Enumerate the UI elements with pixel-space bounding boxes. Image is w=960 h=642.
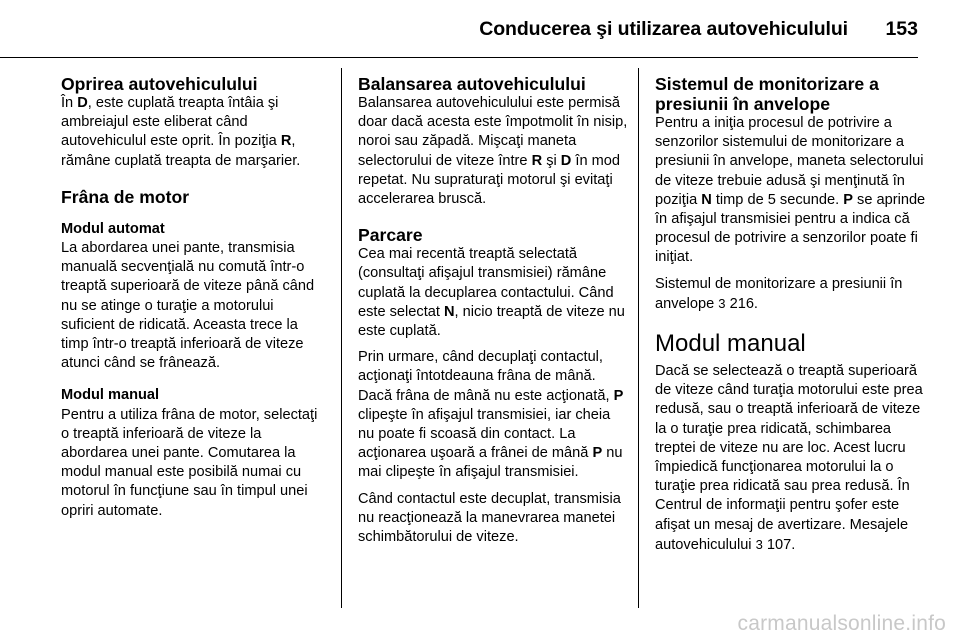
subheading-modul-automat: Modul automat	[61, 220, 165, 237]
header-rule	[0, 57, 918, 58]
reference-arrow-icon: 3	[755, 536, 763, 552]
header-title: Conducerea şi utilizarea autovehiculului	[479, 18, 848, 40]
column-1	[61, 74, 329, 521]
subheading-modul-manual: Modul manual	[61, 387, 160, 404]
column-2	[358, 74, 628, 547]
paragraph-parcare-2: Prin urmare, când decuplaţi contactul, acţionaţi întotdeauna frâna de mână. Dacă frâna de mână nu este acţionată, P clipeşte în afişajul transmisiei, iar cheia nu poate fi scoasă din contact. La acţionarea uşoară a frânei de mână P nu mai clipeşte în afişajul transmisiei.	[358, 349, 624, 481]
heading-sistem-monitorizare: Sistemul de monitorizare a presiunii în anvelope	[655, 74, 879, 114]
paragraph-modul-automat: La abordarea unei pante, transmisia manuală secvenţială nu comută într-o treaptă superioară de viteze până când nu se atinge o turaţie a motorului suficient de ridicată. Aceasta trece la timp într-o treaptă inferioară de viteze atunci când se frânează.	[61, 240, 315, 372]
column-divider-1	[341, 68, 342, 608]
paragraph-modul-manual-2: Dacă se selectează o treaptă superioară de viteze când turaţia motorului este prea redusă, sau o treaptă inferioară de viteze la o turaţie prea ridicată, schimbarea treptei de viteze nu are loc. Acest lucru împiedică funcţionarea motorului la o turaţie prea ridicată sau prea redusă. În Centrul de informaţii pentru şofer este afişat un mesaj de avertizare. Mesajele autovehiculului 3 107.	[655, 363, 923, 553]
column-divider-2	[638, 68, 639, 608]
heading-frana-de-motor: Frâna de motor	[61, 186, 190, 207]
page-number: 153	[885, 18, 918, 40]
paragraph-parcare-3: Când contactul este decuplat, transmisia nu reacţionează la manevrarea manetei schimbătorului de viteze.	[358, 490, 621, 546]
heading-balansare: Balansarea autovehiculului	[358, 74, 586, 94]
page-header	[0, 0, 960, 60]
heading-oprirea: Oprirea autovehiculului	[61, 74, 258, 94]
heading-parcare: Parcare	[358, 225, 423, 246]
paragraph-modul-manual: Pentru a utiliza frâna de motor, selectaţi o treaptă inferioară de viteze la abordarea unei pante. Comutarea la modul manual este posibilă numai cu motorul în funcţiune sau în timpul unei opriri automate.	[61, 406, 318, 519]
paragraph-sistem-2: Sistemul de monitorizare a presiunii în anvelope 3 216.	[655, 275, 903, 312]
reference-arrow-icon: 3	[718, 295, 726, 311]
paragraph-parcare-1: Cea mai recentă treaptă selectată (consultaţi afişajul transmisiei) rămâne cuplată la decuplarea contactului. Când este selectat N, nicio treaptă de viteze nu este cuplată.	[358, 246, 625, 340]
heading-modul-manual: Modul manual	[655, 330, 806, 358]
column-3	[655, 74, 927, 555]
watermark: carmanualsonline.info	[737, 612, 946, 635]
paragraph-sistem-1: Pentru a iniţia procesul de potrivire a senzorilor sistemului de monitorizare a presiunii în anvelope, maneta selectorului de viteze trebuie adusă şi menţinută în poziţia N timp de 5 secunde. P se aprinde în afişajul transmisiei pentru a indica că procesul de potrivire a senzorilor poate fi iniţiat.	[655, 115, 926, 266]
paragraph-oprirea: În D, este cuplată treapta întâia şi ambreiajul este eliberat când autovehiculul este oprit. În poziţia R, rămâne cuplată treapta de marşarier.	[61, 95, 301, 169]
paragraph-balansare: Balansarea autovehiculului este permisă doar dacă acesta este împotmolit în nisip, noroi sau zăpadă. Mişcaţi maneta selectorului de viteze între R şi D în mod repetat. Nu supraturaţi motorul şi evitaţi accelerarea bruscă.	[358, 95, 628, 208]
